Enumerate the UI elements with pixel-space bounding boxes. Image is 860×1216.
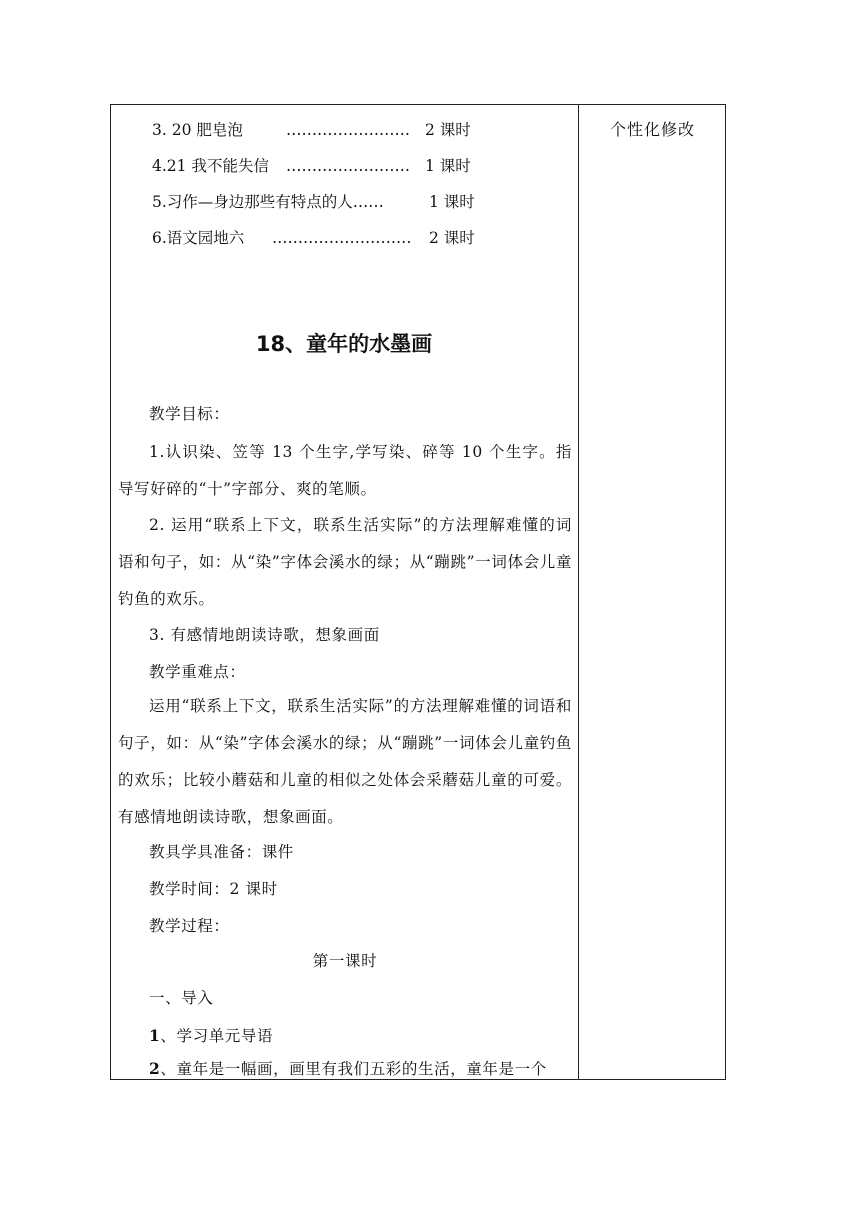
schedule-item-2 (152, 155, 471, 177)
goal-3: 3. 有感情地朗读诗歌，想象画面 (149, 626, 380, 644)
step-2 (118, 1050, 572, 1088)
schedule-item-name: 4.21 我不能失信 (152, 157, 269, 175)
schedule-hours: 1 课时 (425, 157, 471, 175)
key-points: 运用“联系上下文，联系生活实际”的方法理解难懂的词语和句子，如：从“染”字体会溪水的绿；从“蹦跳”一词体会儿童钓鱼的欢乐；比较小蘑菇和儿童的相似之处体会采蘑菇儿童的可爱。有感情地朗读诗歌，想象画面。 (118, 697, 572, 826)
schedule-item-name: 5.习作—身边那些有特点的人…… (152, 193, 384, 211)
schedule-item-1 (152, 119, 471, 141)
column-divider (578, 104, 579, 1080)
schedule-item-4 (152, 227, 475, 249)
schedule-item-name: 3. 20 肥皂泡 (152, 121, 243, 139)
key-points-heading: 教学重难点： (149, 663, 246, 681)
materials: 教具学具准备：课件 (149, 843, 294, 861)
teaching-time: 教学时间：2 课时 (149, 880, 278, 898)
step-2-number: 2 (149, 1059, 161, 1078)
schedule-dots: ……………………… (272, 229, 412, 247)
lesson-title: 18、童年的水墨画 (255, 332, 433, 356)
schedule-hours: 2 课时 (425, 121, 471, 139)
schedule-dots: …………………… (286, 121, 410, 139)
step-1-number: 1 (149, 1026, 161, 1045)
process-heading: 教学过程： (149, 917, 230, 935)
section-1-heading: 一、导入 (149, 989, 214, 1007)
step-1-text: 、学习单元导语 (160, 1027, 274, 1045)
goals-heading: 教学目标： (149, 405, 230, 423)
schedule-dots: …………………… (286, 157, 410, 175)
side-column-header: 个性化修改 (609, 120, 695, 139)
goal-1: 1.认识染、笠等 13 个生字,学写染、碎等 10 个生字。指导写好碎的“十”字部分、爽的笔顺。 (118, 443, 572, 498)
schedule-item-3 (152, 191, 475, 213)
schedule-item-name: 6.语文园地六 (152, 229, 245, 247)
schedule-hours: 1 课时 (429, 193, 475, 211)
goal-2: 2. 运用“联系上下文，联系生活实际”的方法理解难懂的词语和句子，如：从“染”字体会溪水的绿；从“蹦跳”一词体会儿童钓鱼的欢乐。 (118, 516, 572, 608)
schedule-hours: 2 课时 (429, 229, 475, 247)
period-heading: 第一课时 (312, 952, 378, 970)
step-2-text: 、童年是一幅画，画里有我们五彩的生活，童年是一个 (160, 1060, 547, 1078)
